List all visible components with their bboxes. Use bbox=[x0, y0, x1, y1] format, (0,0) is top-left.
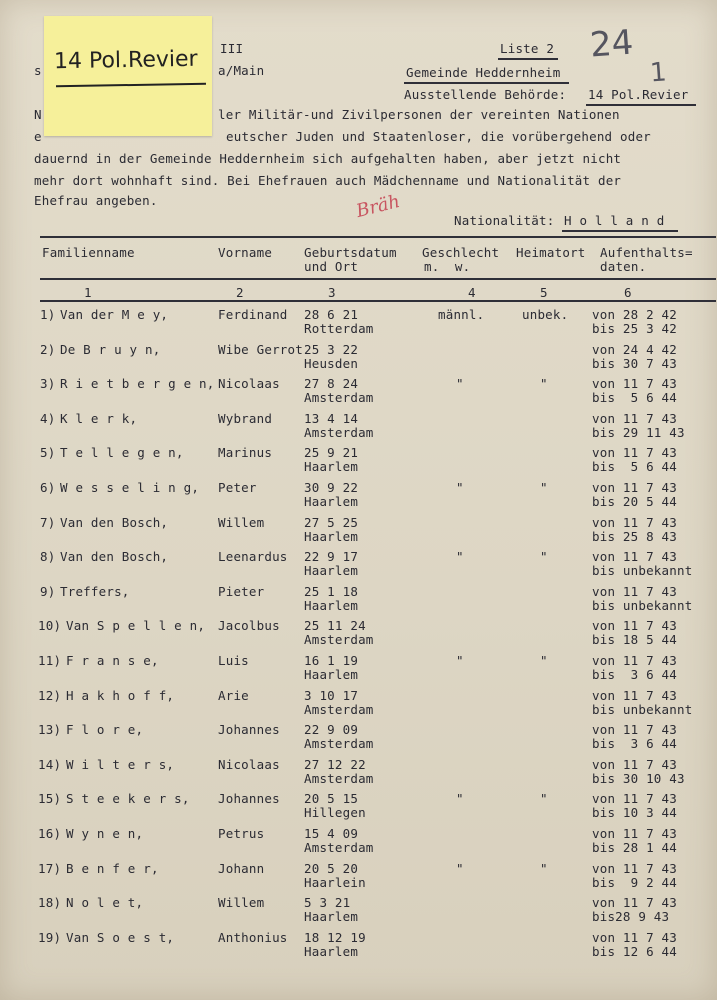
col-geschlecht-1: Geschlecht bbox=[422, 245, 500, 260]
row-familienname: Van den Bosch, bbox=[60, 514, 169, 530]
row-geschlecht: " bbox=[456, 480, 464, 495]
row-von: von 11 7 43 bbox=[592, 791, 677, 807]
row-geburtsort: Haarlem bbox=[304, 667, 359, 682]
row-von: von 11 7 43 bbox=[592, 722, 677, 738]
row-number: 18) bbox=[38, 895, 62, 911]
behoerde-underline bbox=[586, 104, 696, 106]
row-familienname: F l o r e, bbox=[66, 722, 144, 738]
row-heimatort: unbek. bbox=[522, 307, 569, 322]
sticky-note bbox=[44, 16, 212, 136]
header-city: a/Main bbox=[218, 63, 265, 78]
row-familienname: Van S p e l l e n, bbox=[66, 618, 206, 634]
row-heimatort: " bbox=[540, 376, 548, 392]
row-familienname: K l e r k, bbox=[60, 410, 138, 426]
row-geburtsort: Haarlem bbox=[304, 909, 359, 925]
row-vorname: Johannes bbox=[218, 791, 280, 807]
row-number: 7) bbox=[40, 514, 56, 530]
table-row bbox=[0, 827, 717, 861]
row-vorname: Leenardus bbox=[218, 549, 288, 565]
row-geburtsort: Haarlem bbox=[304, 494, 359, 509]
row-bis: bis 5 6 44 bbox=[592, 459, 677, 475]
row-familienname: W y n e n, bbox=[66, 826, 144, 841]
row-familienname: S t e e k e r s, bbox=[66, 791, 190, 807]
col-geschlecht-2: m. w. bbox=[424, 259, 471, 274]
pencil-signature: Bräh bbox=[354, 190, 403, 223]
intro-line-1-prefix: N bbox=[34, 107, 42, 122]
table-row bbox=[0, 343, 717, 377]
row-von: von 28 2 42 bbox=[592, 307, 677, 322]
row-bis: bis 20 5 44 bbox=[592, 494, 677, 509]
row-vorname: Petrus bbox=[218, 826, 265, 841]
row-geburtsdatum: 5 3 21 bbox=[304, 895, 351, 911]
row-familienname: B e n f e r, bbox=[66, 860, 159, 876]
table-row bbox=[0, 792, 717, 826]
row-familienname: Van der M e y, bbox=[60, 307, 169, 322]
table-row bbox=[0, 619, 717, 653]
row-geburtsdatum: 25 3 22 bbox=[304, 341, 359, 357]
table-row bbox=[0, 377, 717, 411]
intro-line-2: eutscher Juden und Staatenloser, die vorübergehend oder bbox=[226, 129, 651, 144]
row-bis: bis 28 1 44 bbox=[592, 840, 677, 855]
row-von: von 11 7 43 bbox=[592, 549, 677, 565]
row-number: 9) bbox=[40, 583, 56, 599]
row-von: von 11 7 43 bbox=[592, 514, 677, 530]
row-vorname: Johannes bbox=[218, 722, 280, 738]
col-geburt-2: und Ort bbox=[304, 259, 359, 274]
table-row bbox=[0, 585, 717, 619]
table-row bbox=[0, 931, 717, 965]
row-geburtsdatum: 16 1 19 bbox=[304, 653, 359, 668]
table-row bbox=[0, 723, 717, 757]
row-vorname: Wybrand bbox=[218, 410, 273, 426]
row-bis: bis unbekannt bbox=[592, 597, 693, 613]
gemeinde-label: Gemeinde Heddernheim bbox=[406, 65, 561, 80]
liste-label: Liste 2 bbox=[500, 41, 555, 56]
row-geburtsdatum: 30 9 22 bbox=[304, 480, 359, 495]
row-von: von 11 7 43 bbox=[592, 583, 677, 599]
sticky-note-text: 14 Pol.Revier bbox=[53, 46, 198, 75]
row-familienname: H a k h o f f, bbox=[66, 687, 175, 703]
row-vorname: Nicolaas bbox=[218, 376, 280, 392]
row-familienname: R i e t b e r g e n, bbox=[60, 376, 215, 392]
col-num-6: 6 bbox=[624, 285, 632, 300]
row-geburtsort: Amsterdam bbox=[304, 770, 374, 786]
row-bis: bis 3 6 44 bbox=[592, 736, 677, 752]
row-geburtsdatum: 25 9 21 bbox=[304, 445, 359, 461]
header-city-prefix: s bbox=[34, 63, 42, 78]
row-geburtsort: Amsterdam bbox=[304, 390, 374, 406]
row-number: 4) bbox=[40, 410, 56, 426]
row-bis: bis 18 5 44 bbox=[592, 632, 677, 648]
row-geburtsort: Haarlein bbox=[304, 874, 366, 890]
row-geburtsort: Amsterdam bbox=[304, 840, 374, 855]
row-geburtsort: Haarlem bbox=[304, 943, 359, 959]
row-heimatort: " bbox=[540, 480, 548, 495]
row-number: 16) bbox=[38, 826, 62, 841]
row-vorname: Ferdinand bbox=[218, 307, 288, 322]
table-top-rule bbox=[40, 236, 716, 238]
row-von: von 11 7 43 bbox=[592, 860, 677, 876]
intro-line-4: mehr dort wohnhaft sind. Bei Ehefrauen auch Mädchenname und Nationalität der bbox=[34, 173, 622, 188]
row-heimatort: " bbox=[540, 653, 548, 668]
table-row bbox=[0, 516, 717, 550]
row-number: 17) bbox=[38, 860, 62, 876]
row-geburtsdatum: 27 8 24 bbox=[304, 376, 359, 392]
row-vorname: Willem bbox=[218, 514, 265, 530]
row-familienname: Van S o e s t, bbox=[66, 929, 175, 945]
row-von: von 11 7 43 bbox=[592, 445, 677, 461]
row-bis: bis 5 6 44 bbox=[592, 390, 677, 406]
table-row bbox=[0, 758, 717, 792]
col-num-2: 2 bbox=[236, 285, 244, 300]
row-number: 2) bbox=[40, 341, 56, 357]
row-vorname: Arie bbox=[218, 687, 249, 703]
col-heimatort: Heimatort bbox=[516, 245, 586, 260]
row-heimatort: " bbox=[540, 860, 548, 876]
row-von: von 11 7 43 bbox=[592, 929, 677, 945]
table-row bbox=[0, 481, 717, 515]
table-header-rule bbox=[40, 278, 716, 280]
row-von: von 11 7 43 bbox=[592, 618, 677, 634]
intro-line-3: dauernd in der Gemeinde Heddernheim sich aufgehalten haben, aber jetzt nicht bbox=[34, 151, 622, 166]
table-row bbox=[0, 412, 717, 446]
row-vorname: Anthonius bbox=[218, 929, 288, 945]
row-geburtsdatum: 28 6 21 bbox=[304, 307, 359, 322]
row-bis: bis 10 3 44 bbox=[592, 805, 677, 821]
row-bis: bis 25 3 42 bbox=[592, 321, 677, 336]
row-geburtsort: Rotterdam bbox=[304, 321, 374, 336]
header-roman: III bbox=[220, 41, 244, 56]
row-geburtsdatum: 25 1 18 bbox=[304, 583, 359, 599]
col-num-1: 1 bbox=[84, 285, 92, 300]
row-von: von 11 7 43 bbox=[592, 826, 677, 841]
row-bis: bis28 9 43 bbox=[592, 909, 670, 925]
row-bis: bis 12 6 44 bbox=[592, 943, 677, 959]
table-numbers-rule bbox=[40, 300, 716, 302]
row-geburtsdatum: 22 9 09 bbox=[304, 722, 359, 738]
col-geburt-1: Geburtsdatum bbox=[304, 245, 397, 260]
handwritten-mark: 1 bbox=[648, 57, 668, 89]
table-row bbox=[0, 896, 717, 930]
row-familienname: Treffers, bbox=[60, 583, 130, 599]
row-geburtsort: Heusden bbox=[304, 355, 359, 371]
row-geburtsort: Haarlem bbox=[304, 528, 359, 544]
table-row bbox=[0, 689, 717, 723]
row-geburtsdatum: 3 10 17 bbox=[304, 687, 359, 703]
row-vorname: Pieter bbox=[218, 583, 265, 599]
row-von: von 11 7 43 bbox=[592, 480, 677, 495]
row-geburtsort: Amsterdam bbox=[304, 736, 374, 752]
row-familienname: W e s s e l i n g, bbox=[60, 480, 200, 495]
table-row bbox=[0, 550, 717, 584]
nationalitaet-label: Nationalität: bbox=[454, 213, 555, 228]
row-bis: bis 30 10 43 bbox=[592, 770, 685, 786]
row-heimatort: " bbox=[540, 549, 548, 565]
row-number: 12) bbox=[38, 687, 62, 703]
row-geburtsdatum: 27 12 22 bbox=[304, 756, 366, 772]
row-vorname: Wibe Gerrot bbox=[218, 341, 303, 357]
row-geschlecht: " bbox=[456, 791, 464, 807]
row-von: von 11 7 43 bbox=[592, 376, 677, 392]
row-geburtsort: Haarlem bbox=[304, 459, 359, 475]
row-number: 8) bbox=[40, 549, 56, 565]
row-von: von 11 7 43 bbox=[592, 410, 677, 426]
handwritten-number: 24 bbox=[588, 22, 635, 66]
row-bis: bis 25 8 43 bbox=[592, 528, 677, 544]
row-number: 5) bbox=[40, 445, 56, 461]
row-number: 14) bbox=[38, 756, 62, 772]
row-geburtsort: Amsterdam bbox=[304, 424, 374, 440]
row-vorname: Peter bbox=[218, 480, 257, 495]
col-aufenthalt-1: Aufenthalts= bbox=[600, 245, 693, 260]
liste-underline bbox=[498, 58, 558, 60]
row-familienname: De B r u y n, bbox=[60, 341, 161, 357]
row-heimatort: " bbox=[540, 791, 548, 807]
row-geburtsdatum: 13 4 14 bbox=[304, 410, 359, 426]
table-row bbox=[0, 308, 717, 342]
row-familienname: Van den Bosch, bbox=[60, 549, 169, 565]
row-bis: bis 30 7 43 bbox=[592, 355, 677, 371]
row-von: von 11 7 43 bbox=[592, 653, 677, 668]
table-row bbox=[0, 654, 717, 688]
intro-line-5: Ehefrau angeben. bbox=[34, 193, 158, 208]
intro-line-2-prefix: e bbox=[34, 129, 42, 144]
col-familienname: Familienname bbox=[42, 245, 135, 260]
row-bis: bis 9 2 44 bbox=[592, 874, 677, 890]
row-geschlecht: " bbox=[456, 376, 464, 392]
row-geburtsort: Amsterdam bbox=[304, 632, 374, 648]
row-number: 15) bbox=[38, 791, 62, 807]
row-geburtsdatum: 25 11 24 bbox=[304, 618, 366, 634]
row-von: von 11 7 43 bbox=[592, 687, 677, 703]
row-bis: bis 3 6 44 bbox=[592, 667, 677, 682]
row-familienname: N o l e t, bbox=[66, 895, 144, 911]
row-number: 6) bbox=[40, 480, 56, 495]
row-familienname: W i l t e r s, bbox=[66, 756, 175, 772]
row-geburtsdatum: 20 5 15 bbox=[304, 791, 359, 807]
row-geburtsdatum: 20 5 20 bbox=[304, 860, 359, 876]
row-vorname: Luis bbox=[218, 653, 249, 668]
row-geschlecht: " bbox=[456, 549, 464, 565]
row-familienname: T e l l e g e n, bbox=[60, 445, 184, 461]
col-aufenthalt-2: daten. bbox=[600, 259, 647, 274]
row-bis: bis unbekannt bbox=[592, 701, 693, 717]
row-geburtsort: Haarlem bbox=[304, 563, 359, 579]
row-geburtsdatum: 15 4 09 bbox=[304, 826, 359, 841]
behoerde-value: 14 Pol.Revier bbox=[588, 87, 689, 102]
row-familienname: F r a n s e, bbox=[66, 653, 159, 668]
row-bis: bis unbekannt bbox=[592, 563, 693, 579]
row-von: von 24 4 42 bbox=[592, 341, 677, 357]
row-number: 3) bbox=[40, 376, 56, 392]
row-geschlecht: " bbox=[456, 653, 464, 668]
row-number: 11) bbox=[38, 653, 62, 668]
row-geburtsdatum: 22 9 17 bbox=[304, 549, 359, 565]
row-geschlecht: männl. bbox=[438, 307, 485, 322]
row-number: 10) bbox=[38, 618, 62, 634]
row-vorname: Jacolbus bbox=[218, 618, 280, 634]
nationalitaet-underline bbox=[562, 230, 678, 232]
col-num-5: 5 bbox=[540, 285, 548, 300]
col-num-4: 4 bbox=[468, 285, 476, 300]
row-vorname: Nicolaas bbox=[218, 756, 280, 772]
row-geburtsort: Hillegen bbox=[304, 805, 366, 821]
row-number: 1) bbox=[40, 307, 56, 322]
row-vorname: Willem bbox=[218, 895, 265, 911]
row-vorname: Johann bbox=[218, 860, 265, 876]
row-number: 19) bbox=[38, 929, 62, 945]
row-vorname: Marinus bbox=[218, 445, 273, 461]
table-row bbox=[0, 446, 717, 480]
row-bis: bis 29 11 43 bbox=[592, 424, 685, 440]
col-vorname: Vorname bbox=[218, 245, 273, 260]
row-geburtsdatum: 18 12 19 bbox=[304, 929, 366, 945]
nationalitaet-value: H o l l a n d bbox=[564, 213, 665, 228]
row-geburtsdatum: 27 5 25 bbox=[304, 514, 359, 530]
row-number: 13) bbox=[38, 722, 62, 738]
row-von: von 11 7 43 bbox=[592, 756, 677, 772]
col-num-3: 3 bbox=[328, 285, 336, 300]
row-geburtsort: Haarlem bbox=[304, 597, 359, 613]
gemeinde-underline bbox=[404, 82, 569, 84]
intro-line-1: ler Militär-und Zivilpersonen der vereinten Nationen bbox=[218, 107, 620, 122]
row-geschlecht: " bbox=[456, 860, 464, 876]
table-row bbox=[0, 862, 717, 896]
row-von: von 11 7 43 bbox=[592, 895, 677, 911]
behoerde-label: Ausstellende Behörde: bbox=[404, 87, 567, 102]
row-geburtsort: Amsterdam bbox=[304, 701, 374, 717]
